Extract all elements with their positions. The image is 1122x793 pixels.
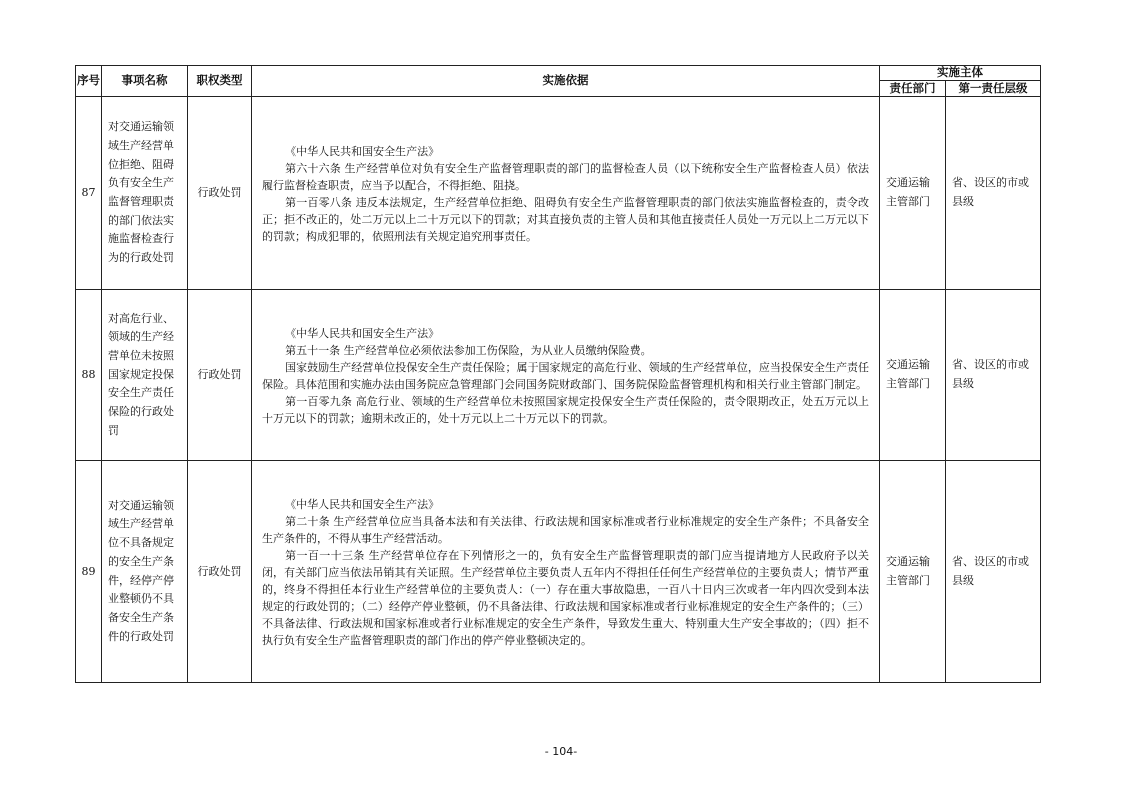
table-row	[76, 290, 1041, 461]
row-item-name: 对交通运输领域生产经营单位不具备规定的安全生产条件，经停产停业整顿仍不具备安全生产条件的行政处罚	[102, 461, 188, 683]
row-basis	[252, 97, 880, 290]
header-implementer: 实施主体	[880, 66, 1041, 81]
basis-paragraph: 《中华人民共和国安全生产法》	[285, 497, 440, 511]
row-item-name: 对高危行业、领域的生产经营单位未按照国家规定投保安全生产责任保险的行政处罚	[102, 290, 188, 461]
row-responsible-department: 交通运输主管部门	[880, 290, 946, 461]
row-seq: 87	[76, 97, 102, 290]
row-seq: 88	[76, 290, 102, 461]
row-basis	[252, 290, 880, 461]
page-number: - 104-	[544, 745, 578, 758]
header-responsible-department: 责任部门	[880, 81, 946, 97]
row-power-type: 行政处罚	[188, 461, 252, 683]
row-first-level: 省、设区的市或县级	[946, 290, 1041, 461]
basis-paragraph: 第五十一条 生产经营单位必须依法参加工伤保险，为从业人员缴纳保险费。	[285, 343, 652, 357]
basis-paragraph: 第一百一十三条 生产经营单位存在下列情形之一的，负有安全生产监督管理职责的部门应当提请地方人民政府予以关闭，有关部门应当依法吊销其有关证照。生产经营单位主要负责人五年内不得担任任何生产经营单位的主要负责人；情节严重的，终身不得担任本行业生产经营单位的主要负责人：（一）存在重大事故隐患，一百八十日内三次或者一年内四次受到本法规定的行政处罚的；（二）经停产停业整顿，仍不具备法律、行政法规和国家标准或者行业标准规定的安全生产条件的；（三）不具备法律、行政法规和国家标准或者行业标准规定的安全生产条件，导致发生重大、特别重大生产安全事故的；（四）拒不执行负有安全生产监督管理职责的部门作出的停产停业整顿决定的。	[262, 548, 869, 648]
row-first-level: 省、设区的市或县级	[946, 97, 1041, 290]
row-power-type: 行政处罚	[188, 290, 252, 461]
row-seq: 89	[76, 461, 102, 683]
basis-paragraph: 《中华人民共和国安全生产法》	[285, 326, 440, 340]
basis-paragraph: 第一百零八条 违反本法规定，生产经营单位拒绝、阻碍负有安全生产监督管理职责的部门依法实施监督检查的，责令改正；拒不改正的，处二万元以上二十万元以下的罚款；对其直接负责的主管人员和其他直接责任人员处一万元以上二万元以下的罚款；构成犯罪的，依照刑法有关规定追究刑事责任。	[262, 196, 869, 244]
row-responsible-department: 交通运输主管部门	[880, 461, 946, 683]
row-item-name: 对交通运输领域生产经营单位拒绝、阻碍负有安全生产监督管理职责的部门依法实施监督检查行为的行政处罚	[102, 97, 188, 290]
basis-paragraph: 第一百零九条 高危行业、领域的生产经营单位未按照国家规定投保安全生产责任保险的，责令限期改正，处五万元以上十万元以下的罚款；逾期未改正的，处十万元以上二十万元以下的罚款。	[262, 395, 869, 426]
power-list-table	[75, 65, 1041, 683]
table-row	[76, 97, 1041, 290]
table-row	[76, 461, 1041, 683]
basis-paragraph: 《中华人民共和国安全生产法》	[285, 144, 440, 158]
basis-paragraph: 第六十六条 生产经营单位对负有安全生产监督管理职责的部门的监督检查人员（以下统称安全生产监督检查人员）依法履行监督检查职责，应当予以配合，不得拒绝、阻挠。	[262, 161, 869, 192]
header-first-responsibility-level: 第一责任层级	[946, 81, 1041, 97]
row-first-level: 省、设区的市或县级	[946, 461, 1041, 683]
header-item-name: 事项名称	[102, 66, 188, 97]
basis-paragraph: 国家鼓励生产经营单位投保安全生产责任保险；属于国家规定的高危行业、领域的生产经营单位，应当投保安全生产责任保险。具体范围和实施办法由国务院应急管理部门会同国务院财政部门、国务院保险监督管理机构和相关行业主管部门制定。	[262, 360, 869, 391]
row-basis	[252, 461, 880, 683]
header-power-type: 职权类型	[188, 66, 252, 97]
row-power-type: 行政处罚	[188, 97, 252, 290]
header-seq: 序号	[76, 66, 102, 97]
row-responsible-department: 交通运输主管部门	[880, 97, 946, 290]
header-basis: 实施依据	[252, 66, 880, 97]
basis-paragraph: 第二十条 生产经营单位应当具备本法和有关法律、行政法规和国家标准或者行业标准规定的安全生产条件；不具备安全生产条件的，不得从事生产经营活动。	[262, 514, 869, 545]
